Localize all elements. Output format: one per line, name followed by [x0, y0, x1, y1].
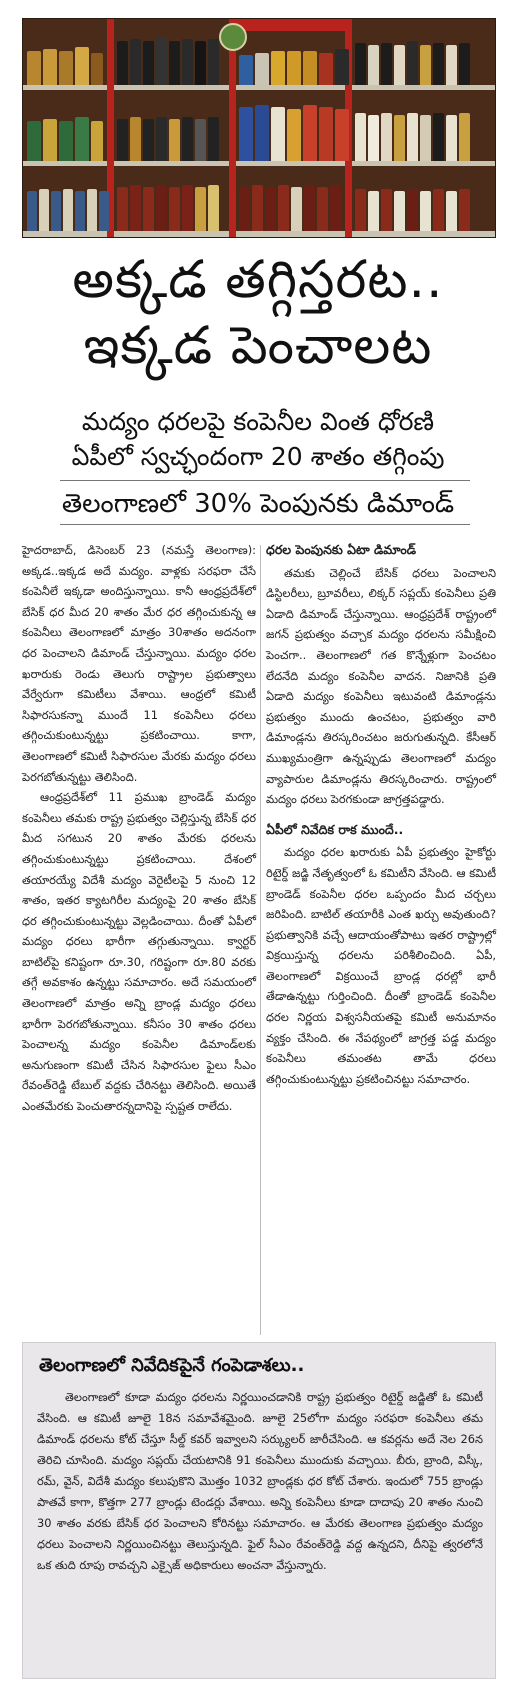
- article-left-column: [22, 540, 256, 1117]
- deck-line-3: తెలంగాణలో 30% పెంపునకు డిమాండ్: [61, 489, 455, 519]
- deck-line-1: మద్యం ధరలపై కంపెనీల వింత ధోరణి: [81, 407, 435, 436]
- right-paragraph-2: మద్యం ధరల ఖరారుకు ఏపీ ప్రభుత్వం హైకోర్టు రిటైర్డ్ జడ్జి నేతృత్వంలో ఓ కమిటీని వేసింది. ఆ కమిటీ బ్రాండెడ్ కంపెనీల ధరల ఒప్పందం మీద చర్చలు జరిపింది. బాటిల్ తయారీకి ఎంత ఖర్చు అవుతుంది? ప్రభుత్వానికి వచ్చే ఆదాయంతోపాటు ఇతర రాష్ట్రాల్లో విక్రయిస్తున్న ధరలను పరిశీలించింది. ఏపీ, తెలంగాణలో విక్రయించే బ్రాండ్ల ధరల్లో భారీ తేడాఉన్నట్టు గుర్తించింది. దీంతో బ్రాండెడ్ కంపెనీల ధరల నిర్ణయ విశ్వసనీయతపై కమిటీ అనుమానం వ్యక్తం చేసింది. ఈ నేపథ్యంలో జాగ్రత్త పడ్డ మద్యం కంపెనీలు తమంతట తామే ధరలు తగ్గించుకుంటున్నట్టు ప్రకటించినట్టు సమాచారం.: [266, 845, 496, 1086]
- column-divider: [260, 545, 261, 1335]
- box-title: తెలంగాణలో నివేదికపైనే గంపెడాశలు..: [39, 1355, 305, 1376]
- left-paragraph-1: హైదరాబాద్, డిసెంబర్ 23 (నమస్తే తెలంగాణ): అక్కడ..ఇక్కడ అదే మద్యం. వాళ్లకు సరఫరా చేసే కంపెనీలే ఇక్కడా అందిస్తున్నాయి. కానీ ఆంధ్రప్రదేశ్‌లో బేసిక్ ధర మీద 20 శాతం మేర ధర తగ్గించుకున్న ఆ కంపెనీలు తెలంగాణలో మాత్రం 30శాతం అదనంగా ధర పెంచాలని డిమాండ్ చేస్తున్నాయి. మద్యం ధరల ఖరారుకు రెండు తెలుగు రాష్ట్రాల ప్రభుత్వాలు వేర్వేరుగా కమిటీలు వేశాయి. ఆంధ్రలో కమిటీ సిఫారసుకన్నా ముందే 11 కంపెనీలు ధరలు తగ్గించుకుంటున్నట్టు ప్రకటించాయి. కాగా, తెలంగాణలో కమిటీ సిఫారసుల మేరకు మద్యం ధరలు పెరగబోతున్నట్టు తెలిసింది.: [22, 543, 256, 784]
- deck-rule: [60, 480, 470, 481]
- deck-line-2: ఏపీలో స్వచ్ఛందంగా 20 శాతం తగ్గింపు: [71, 442, 445, 471]
- headline-line-1: అక్కడ తగ్గిస్తరట..: [72, 250, 444, 310]
- box-body: [37, 1387, 483, 1576]
- subheading-annual-demand: ధరల పెంపునకు ఏటా డిమాండ్: [266, 542, 416, 557]
- telangana-sidebar-box: [22, 1342, 496, 1679]
- left-paragraph-2: ఆంధ్రప్రదేశ్‌లో 11 ప్రముఖ బ్రాండెడ్ మద్యం కంపెనీలు తమకు రాష్ట్ర ప్రభుత్వం చెల్లిస్తున్న బేసిక్ ధర మీద సగటున 20 శాతం మేరకు ధరలను తగ్గించుకుంటున్నట్టు ప్రకటించాయి. దేశంలో తయారయ్యే విదేశీ మద్యం వెరైటీలపై 5 నుంచి 12 శాతం, ఇతర క్యాటగిరీల మద్యంపై 20 శాతం బేసిక్ ధర తగ్గించుకుంటున్నట్టు వెల్లడించాయి. దీంతో ఏపీలో మద్యం ధరలు భారీగా తగ్గుతున్నాయి. క్వార్టర్ బాటిల్‌పై కనిష్టంగా రూ.30, గరిష్టంగా రూ.80 వరకు తగ్గే అవకాశం ఉన్నట్టు సమాచారం. అదే సమయంలో తెలంగాణలో మాత్రం అన్ని బ్రాండ్ల మద్యం ధరలు భారీగా పెరగబోతున్నాయి. కనీసం 30 శాతం ధరలు పెంచాలన్న మద్యం కంపెనీల డిమాండ్‌లకు అనుగుణంగా కమిటీ చేసిన సిఫారసుల ఫైలు సీఎం రేవంత్‌రెడ్డి టేబుల్ వద్దకు చేరినట్టు తెలిసింది. అయితే ఎంతమేరకు పెంచుతారన్నదానిపై స్పష్టత రాలేదు.: [22, 790, 256, 1114]
- subheading-ap-before-report: ఏపీలో నివేదిక రాక ముందే..: [266, 821, 404, 837]
- box-paragraph: తెలంగాణలో కూడా మద్యం ధరలను నిర్ణయించడానికి రాష్ట్ర ప్రభుత్వం రిటైర్డ్ జడ్జితో ఓ కమిటీ వేసింది. ఆ కమిటీ జూలై 18న సమావేశమైంది. జూలై 25లోగా మద్యం సరఫరా కంపెనీలు తమ డిమాండ్ ధరలను కోట్ చేస్తూ సీల్డ్ కవర్ ఇవ్వాలని సర్క్యులర్ జారీచేసింది. ఆ కవర్లను అదే నెల 26న తెరిచి చూసింది. మద్యం సప్లయ్ చేయటానికి 91 కంపెనీలు ముందుకు వచ్చాయి. బీరు, బ్రాంది, విస్కీ, రమ్, వైన్, విదేశీ మద్యం కలుపుకొని మొత్తం 1032 బ్రాండ్లకు ధర కోట్ చేశారు. ఇందులో 755 బ్రాండ్లు పాతవే కాగా, కొత్తగా 277 బ్రాండ్లు టెండర్లు వేశాయి. అన్ని కంపెనీలు కూడా దాదాపు 20 శాతం నుంచి 30 శాతం వరకు బేసిక్ ధర పెంచాలని కోరినట్టు సమాచారం. ఆ మేరకు తెలంగాణ ప్రభుత్వం మద్యం ధరలు పెంచాలని నిర్ణయించినట్టు తెలుస్తున్నది. ఫైల్ సీఎం రేవంత్‌రెడ్డి వద్ద ఉన్నదని, దీనిపై త్వరలోనే ఒక తుది రూపు రావచ్చని ఎక్సైజ్ అధికారులు అంచనా వేస్తున్నారు.: [37, 1390, 483, 1572]
- article-right-column: [266, 540, 496, 1089]
- headline-line-2: ఇక్కడ పెంచాలట: [83, 316, 433, 376]
- liquor-shelf-photo: [22, 18, 496, 238]
- deck-rule-bottom: [60, 524, 470, 525]
- right-paragraph-1: తమకు చెల్లించే బేసిక్ ధరలు పెంచాలని డిస్టిలరీలు, బ్రూవరీలు, లిక్కర్ సప్లయ్ కంపెనీలు ప్రతి ఏడాది డిమాండ్ చేస్తున్నాయి. ఆంధ్రప్రదేశ్ రాష్ట్రంలో జగన్ ప్రభుత్వం వచ్చాక మద్యం ధరలను సమీక్షించి పెంచగా.. తెలంగాణలో గత కొన్నేళ్లుగా పెంచటం లేదనేది మద్యం కంపెనీల వాదన. నిజానికి ప్రతి ఏడాది మద్యం కంపెనీలు ఇటువంటి డిమాండ్లను ప్రభుత్వం ముందు ఉంచటం, ప్రభుత్వం వారి డిమాండ్లను తిరస్కరించటం జరుగుతున్నది. కేసీఆర్ ముఖ్యమంత్రిగా ఉన్నప్పుడు తెలంగాణలో మద్యం వ్యాపారుల డిమాండ్లను తిరస్కరించారు. రాష్ట్రంలో మద్యం ధరలు పెరగకుండా జాగ్రత్తపడ్డారు.: [266, 565, 496, 807]
